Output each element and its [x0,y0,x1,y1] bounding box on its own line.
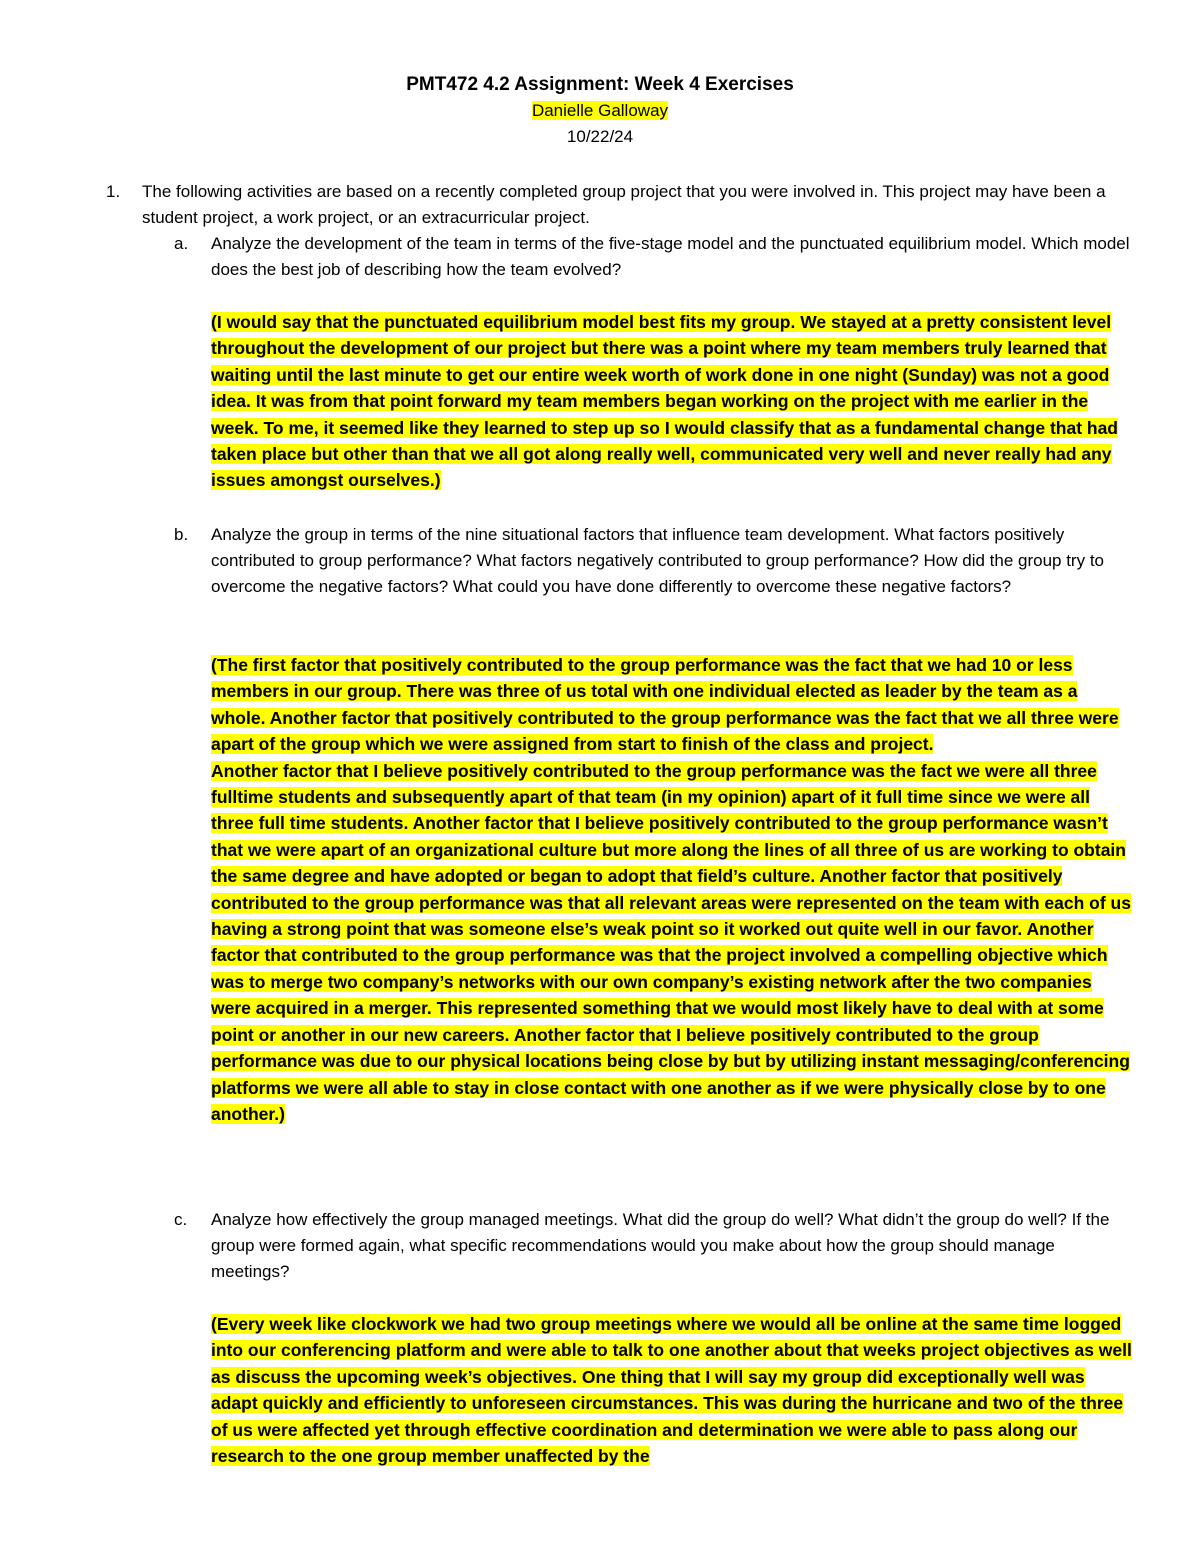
answer-text-paragraph-1: (The first factor that positively contributed to the group performance was the fact that we had 10 or less members in our group. There was three of us total with one individual elected as leader by the team as a whole. Another factor that positively contributed to the group performance was the fact that we all three were apart of the group which we were assigned from start to finish of the class and project. [211,655,1119,755]
answer-text: (Every week like clockwork we had two group meetings where we would all be online at the same time logged into our conferencing platform and were able to talk to one another about that weeks project objectives as well as discuss the upcoming week’s objectives. One thing that I will say my group did exceptionally well was adapt quickly and efficiently to unforeseen circumstances. This was during the hurricane and two of the three of us were affected yet through effective coordination and determination we were able to pass along our research to the one group member unaffected by the [211,1314,1132,1467]
answer-b [211,652,1136,1127]
subquestion-letter: a. [174,234,189,253]
subquestion-prompt: Analyze how effectively the group managed meetings. What did the group do well? What didn’t the group do well? If the group were formed again, what specific recommendations would you make about how the group should manage meetings? [211,1210,1110,1281]
subquestion-c [174,1207,1134,1285]
subquestion-letter: b. [174,525,189,544]
subquestion-prompt: Analyze the development of the team in terms of the five-stage model and the punctuated equilibrium model. Which model does the best job of describing how the team evolved? [211,234,1130,279]
subquestion-b [174,522,1134,600]
answer-a [211,309,1136,494]
answer-text-paragraph-2: Another factor that I believe positively contributed to the group performance was the fact we were all three fulltime students and subsequently apart of that team (in my opinion) apart of it full time since we were all three full time students. Another factor that I believe positively contributed to the group performance wasn’t that we were apart of an organizational culture but more along the lines of all three of us are working to obtain the same degree and have adopted or began to adopt that field’s culture. Another factor that positively contributed to the group performance was that all relevant areas were represented on the team with each of us having a strong point that was someone else’s weak point so it worked out quite well in our favor. Another factor that contributed to the group performance was that the project involved a compelling objective which was to merge two company’s networks with our own company’s existing network after the two companies were acquired in a merger. This represented something that we would most likely have to deal with at some point or another in our new careers. Another factor that I believe positively contributed to the group performance was due to our physical locations being close by but by utilizing instant messaging/conferencing platforms we were all able to stay in close contact with one another as if we were physically close by to one another.) [211,760,1131,1124]
document-date: 10/22/24 [566,127,634,146]
question-1 [106,179,1126,231]
author-name [0,98,1200,124]
subquestion-letter: c. [174,1210,188,1229]
answer-text: (I would say that the punctuated equilibrium model best fits my group. We stayed at a pretty consistent level throughout the development of our project but there was a point where my team members truly learned that waiting until the last minute to get our entire week worth of work done in one night (Sunday) was not a good idea. It was from that point forward my team members began working on the project with me earlier in the week. To me, it seemed like they learned to step up so I would classify that as a fundamental change that had taken place but other than that we all got along really well, communicated very well and never really had any issues amongst ourselves.) [211,312,1118,491]
question-text: The following activities are based on a recently completed group project that you were involved in. This project may have been a student project, a work project, or an extracurricular project. [142,182,1106,227]
subquestion-prompt: Analyze the group in terms of the nine situational factors that influence team development. What factors positively contributed to group performance? What factors negatively contributed to group performance? How did the group try to overcome the negative factors? What could you have done differently to overcome these negative factors? [211,525,1104,596]
subquestion-a [174,231,1134,283]
document-header [0,72,1200,150]
answer-c [211,1311,1136,1469]
author-name-highlight: Danielle Galloway [531,101,669,120]
document-title: PMT472 4.2 Assignment: Week 4 Exercises [406,74,794,95]
question-number: 1. [106,182,121,201]
